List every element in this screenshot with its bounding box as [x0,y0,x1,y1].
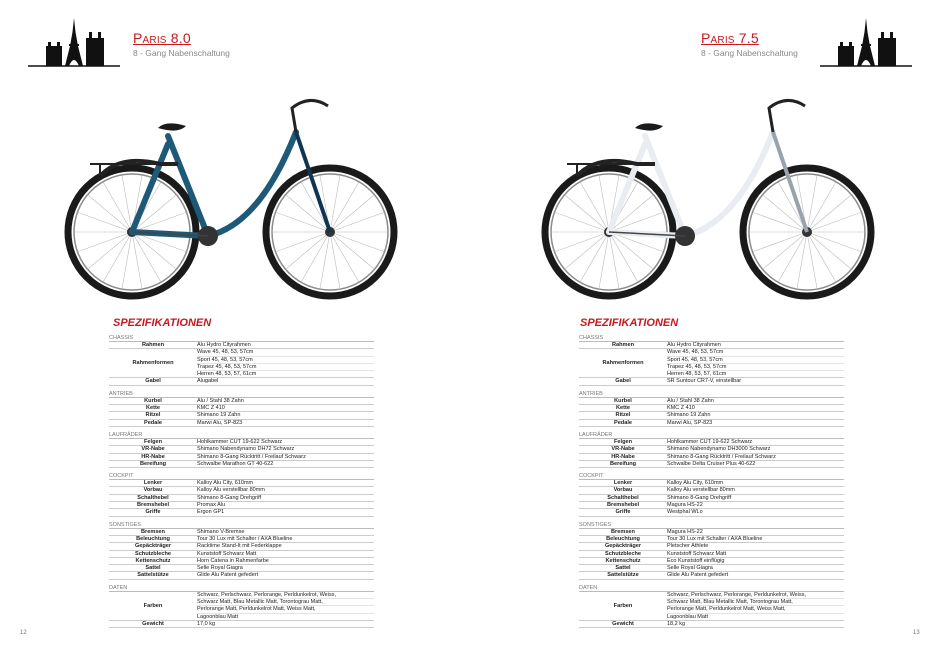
spec-value-line: Alu / Stahl 38 Zahn [667,397,714,404]
spec-row [579,412,844,419]
spec-value-line: Hohlkammer CUT 19-622 Schwarz [667,438,753,445]
spec-key: Bremshebel [606,502,640,509]
spec-value-line: Lagoonblau Matt [667,613,708,620]
spec-value [667,487,844,493]
spec-key: Sattel [615,565,631,572]
spec-value-line: Tour 30 Lux mit Schalter / AXA Blueline [197,535,293,542]
spec-value [197,495,374,501]
spec-row [109,439,374,446]
spec-key: Bereifung [609,460,637,467]
spec-row [579,487,844,494]
spec-section [579,522,844,580]
spec-row [579,446,844,453]
spec-key: Kurbel [614,397,632,404]
spec-value-line: Kalloy Alu City, 610mm [667,480,724,487]
spec-row [109,405,374,412]
spec-value [667,454,844,460]
spec-row [579,454,844,461]
spec-value-line: SR Suntour CR7-V, einstellbar [667,378,742,385]
spec-value-line: Schwarz, Perlschwarz, Perlorange, Perldunkelrot, Weiss, [667,592,844,599]
spec-section-label: SONSTIGES [579,522,844,529]
spec-value-line: Marwi Alu, SP-823 [667,419,713,426]
spec-key: Ritzel [145,412,161,419]
spec-section-label: CHASSIS [579,335,844,342]
spec-row [579,543,844,550]
spec-value [197,558,374,564]
spec-value-line: Promax Alu [197,502,226,509]
spec-section [109,391,374,427]
spec-section-label: COCKPIT [579,473,844,480]
spec-value [197,529,374,535]
spec-key: Schalthebel [137,494,169,501]
spec-value-line: Racktime Stand-It mit Federklappe [197,543,282,550]
spec-heading: SPEZIFIKATIONEN [113,317,212,329]
spec-value [197,572,374,578]
spec-value-line: Shimano 8-Gang Rücktritt / Freilauf Schwarz [197,453,306,460]
spec-value-line: Magura HS-22 [667,502,703,509]
spec-key: Rahmen [611,342,635,348]
spec-section [579,432,844,468]
spec-key: Kurbel [144,397,162,404]
spec-value [667,420,844,426]
spec-value-line: Shimano Nabendynamo DH72 Schwarz [197,446,295,453]
spec-row [579,572,844,579]
spec-value-line: Schwarz Matt, Blau Metallic Matt, Torontograu Matt, [197,599,374,606]
spec-key: Bremsen [141,528,165,535]
spec-value-line: 17,0 kg [197,620,216,627]
right-page [469,0,938,664]
spec-value-line: Lagoonblau Matt [197,613,238,620]
spec-key: Beleuchtung [606,535,640,542]
spec-value [197,502,374,508]
spec-value-line: Glide Alu Patent gefedert [197,572,259,579]
spec-value-line: Eco Kunststoff einflügig [667,557,725,564]
spec-table [109,335,374,633]
spec-value-line: Alu / Stahl 38 Zahn [197,397,244,404]
spec-key: Gepäckträger [604,543,642,550]
spec-key: Gewicht [612,620,634,627]
spec-key: Ritzel [615,412,631,419]
spec-row [109,565,374,572]
spec-section [109,585,374,628]
spec-key: Sattelstütze [137,572,169,579]
spec-value-line: Schwalbe Delta Cruiser Plus 40-622 [667,460,756,467]
spec-value-line: Magura HS-22 [667,528,703,535]
spec-value [667,502,844,508]
spec-value [197,551,374,557]
spec-key: VR-Nabe [611,446,635,453]
spec-value [197,446,374,452]
spec-value-line: Alugabel [197,378,219,385]
spec-row [109,349,374,378]
spec-row [579,378,844,385]
spec-value-line: 18,2 kg [667,620,686,627]
spec-section [579,335,844,386]
spec-value [667,495,844,501]
spec-key: Rahmen [141,342,165,348]
spec-value-line: Kalloy Alu City, 610mm [197,480,254,487]
spec-section [109,432,374,468]
spec-row [579,480,844,487]
spec-row [109,487,374,494]
spec-key: Kette [616,405,630,412]
product-title: Paris 8.0 [133,30,191,46]
spec-row [109,509,374,516]
spec-key: Pedale [613,419,633,426]
spec-value [197,565,374,571]
spec-value-line: Pletscher Athlete [667,543,709,550]
spec-value-line: Perlorange Matt, Perldunkelrot Matt, Weiss Matt, [667,606,844,613]
spec-value-line: Ergon GP1 [197,509,225,516]
spec-key: Bereifung [139,460,167,467]
spec-row [109,495,374,502]
spec-section-label: CHASSIS [109,335,374,342]
spec-value-line: Schwarz, Perlschwarz, Perlorange, Perldunkelrot, Weiss, [197,592,374,599]
spec-key: Beleuchtung [136,535,170,542]
spec-row [109,551,374,558]
spec-row [109,502,374,509]
spec-value [667,592,844,620]
spec-value [197,405,374,411]
spec-row [109,342,374,349]
spec-key: HR-Nabe [141,453,165,460]
spec-value-line: Shimano 8-Gang Drehgriff [667,494,732,501]
spec-key: Rahmenformen [132,360,174,367]
spec-row [109,420,374,427]
spec-row [579,558,844,565]
spec-key: Felgen [613,438,633,445]
spec-row [579,621,844,628]
spec-value [197,543,374,549]
spec-section [579,473,844,516]
spec-row [109,461,374,468]
spec-row [109,454,374,461]
spec-value [667,412,844,418]
spec-key: Griffe [615,509,631,516]
spec-value-line: Tour 30 Lux mit Schalter / AXA Blueline [667,535,763,542]
spec-value [667,398,844,404]
spec-value [667,565,844,571]
spec-value [197,342,374,348]
bike-image [60,84,402,300]
spec-row [579,565,844,572]
spec-section-label: COCKPIT [109,473,374,480]
spec-value [667,558,844,564]
spec-row [579,592,844,621]
spec-key: Sattelstütze [607,572,639,579]
spec-section-label: ANTRIEB [579,391,844,398]
spec-value-line: Shimano 8-Gang Drehgriff [197,494,262,501]
spec-value-line: Kunststoff Schwarz Matt [667,550,727,557]
spec-key: Schalthebel [607,494,639,501]
spec-row [109,592,374,621]
spec-section-label: LAUFRÄDER [109,432,374,439]
spec-row [109,621,374,628]
spec-key: Kettenschutz [135,557,171,564]
spec-row [579,529,844,536]
spec-value-line: Selle Royal Giagra [667,565,713,572]
spec-key: Rahmenformen [602,360,644,367]
spec-value-line: Hohlkammer CUT 19-622 Schwarz [197,438,283,445]
spec-key: Gewicht [142,620,164,627]
spec-value-line: Sport 45, 48, 53, 57cm [667,357,844,364]
spec-row [109,543,374,550]
paris-logo-icon [820,16,912,72]
product-subtitle: 8 - Gang Nabenschaltung [133,48,230,58]
spec-key: Gabel [145,378,161,385]
spec-row [579,502,844,509]
spec-row [109,378,374,385]
spec-value [667,480,844,486]
spec-value-line: Schwarz Matt, Blau Metallic Matt, Torontograu Matt, [667,599,844,606]
spec-key: Pedale [143,419,163,426]
spec-row [579,461,844,468]
spec-key: Kette [146,405,160,412]
spec-row [579,509,844,516]
spec-section [579,585,844,628]
bike-image [537,84,879,300]
spec-key: VR-Nabe [141,446,165,453]
product-title: Paris 7.5 [701,30,759,46]
spec-value [667,405,844,411]
spec-row [579,349,844,378]
spec-value [667,572,844,578]
spec-value-line: Perlorange Matt, Perldunkelrot Matt, Weiss Matt, [197,606,374,613]
spec-key: Gabel [615,378,631,385]
spec-value [197,349,374,377]
spec-section-label: SONSTIGES [109,522,374,529]
spec-row [579,398,844,405]
spec-value [197,412,374,418]
spec-value [197,398,374,404]
paris-logo-icon [28,16,120,72]
spec-row [579,405,844,412]
spec-value [197,536,374,542]
spec-value [197,378,374,384]
spec-value [197,439,374,445]
spec-key: HR-Nabe [611,453,635,460]
spec-value-line: Glide Alu Patent gefedert [667,572,729,579]
spec-value-line: Shimano 19 Zahn [667,412,711,419]
spec-row [109,412,374,419]
spec-key: Sattel [145,565,161,572]
spec-value-line: Selle Royal Giagra [197,565,243,572]
spec-key: Farben [613,602,633,609]
frame-icon [90,100,330,246]
spec-key: Farben [143,602,163,609]
spec-section [109,473,374,516]
spec-key: Griffe [145,509,161,516]
spec-section [109,522,374,580]
spec-value-line: Shimano Nabendynamo DH3000 Schwarz [667,446,771,453]
spec-value-line: Alu Hydro Cityrahmen [197,342,251,348]
spec-key: Kettenschutz [605,557,641,564]
spec-key: Vorbau [613,487,633,494]
spec-value [667,378,844,384]
spec-value [197,487,374,493]
spec-key: Felgen [143,438,163,445]
spec-key: Gepäckträger [134,543,172,550]
spec-value [197,480,374,486]
spec-key: Lenker [613,480,633,487]
spec-row [579,342,844,349]
spec-value-line: Sport 45, 48, 53, 57cm [197,357,374,364]
spec-row [109,446,374,453]
spec-value-line: Trapez 45, 48, 53, 57cm [667,364,844,371]
spec-key: Schutzbleche [134,550,172,557]
spec-row [579,536,844,543]
spec-row [579,420,844,427]
spec-section [579,391,844,427]
spec-heading: SPEZIFIKATIONEN [580,317,679,329]
spec-row [109,558,374,565]
product-subtitle: 8 - Gang Nabenschaltung [701,48,798,58]
spec-value-line: Schwalbe Marathon GT 40-622 [197,460,274,467]
spec-value [197,621,374,627]
spec-key: Bremsen [611,528,635,535]
spec-row [109,572,374,579]
spec-value-line: Trapez 45, 48, 53, 57cm [197,364,374,371]
spec-value-line: Marwi Alu, SP-823 [197,419,243,426]
spec-key: Bremshebel [136,502,170,509]
spec-value [197,509,374,515]
spec-table [579,335,844,633]
spec-key: Lenker [143,480,163,487]
spec-value-line: Shimano 19 Zahn [197,412,241,419]
spec-value [197,461,374,467]
spec-section [109,335,374,386]
spec-value [667,446,844,452]
spec-value [667,509,844,515]
spec-row [579,495,844,502]
spec-value [197,420,374,426]
spec-value-line: Horn Catena in Rahmenfarbe [197,557,269,564]
spec-row [109,529,374,536]
spec-value [197,454,374,460]
spec-value-line: Herren 48, 53, 57, 61cm [667,371,727,378]
spec-value [667,439,844,445]
spec-value-line: Herren 48, 53, 57, 61cm [197,371,257,378]
spec-value [667,349,844,377]
spec-row [579,551,844,558]
spec-row [109,398,374,405]
spec-value-line: Wave 45, 48, 53, 57cm [197,349,374,356]
spec-value [667,551,844,557]
spec-value [667,529,844,535]
spec-value-line: Kalloy Alu verstellbar 80mm [667,487,735,494]
spec-value-line: KMC Z 410 [667,405,695,412]
spec-section-label: LAUFRÄDER [579,432,844,439]
spec-row [109,480,374,487]
page-number: 13 [913,630,920,636]
spec-value-line: Shimano V-Bremse [197,528,245,535]
spec-value [667,342,844,348]
spec-value-line: Kunststoff Schwarz Matt [197,550,257,557]
spec-section-label: ANTRIEB [109,391,374,398]
spec-section-label: DATEN [109,585,374,592]
spec-value [197,592,374,620]
spec-value [667,536,844,542]
spec-value-line: Shimano 8-Gang Rücktritt / Freilauf Schwarz [667,453,776,460]
spec-value [667,543,844,549]
spec-value-line: Westphal WLo [667,509,703,516]
frame-icon [567,100,807,246]
spec-value [667,461,844,467]
spec-value-line: Kalloy Alu verstellbar 80mm [197,487,265,494]
spec-value-line: Wave 45, 48, 53, 57cm [667,349,844,356]
spec-value-line: Alu Hydro Cityrahmen [667,342,721,348]
spec-row [579,439,844,446]
spec-key: Schutzbleche [604,550,642,557]
spec-row [109,536,374,543]
page-number: 12 [20,630,27,636]
spec-value [667,621,844,627]
spec-value-line: KMC Z 410 [197,405,225,412]
spec-key: Vorbau [143,487,163,494]
spec-section-label: DATEN [579,585,844,592]
